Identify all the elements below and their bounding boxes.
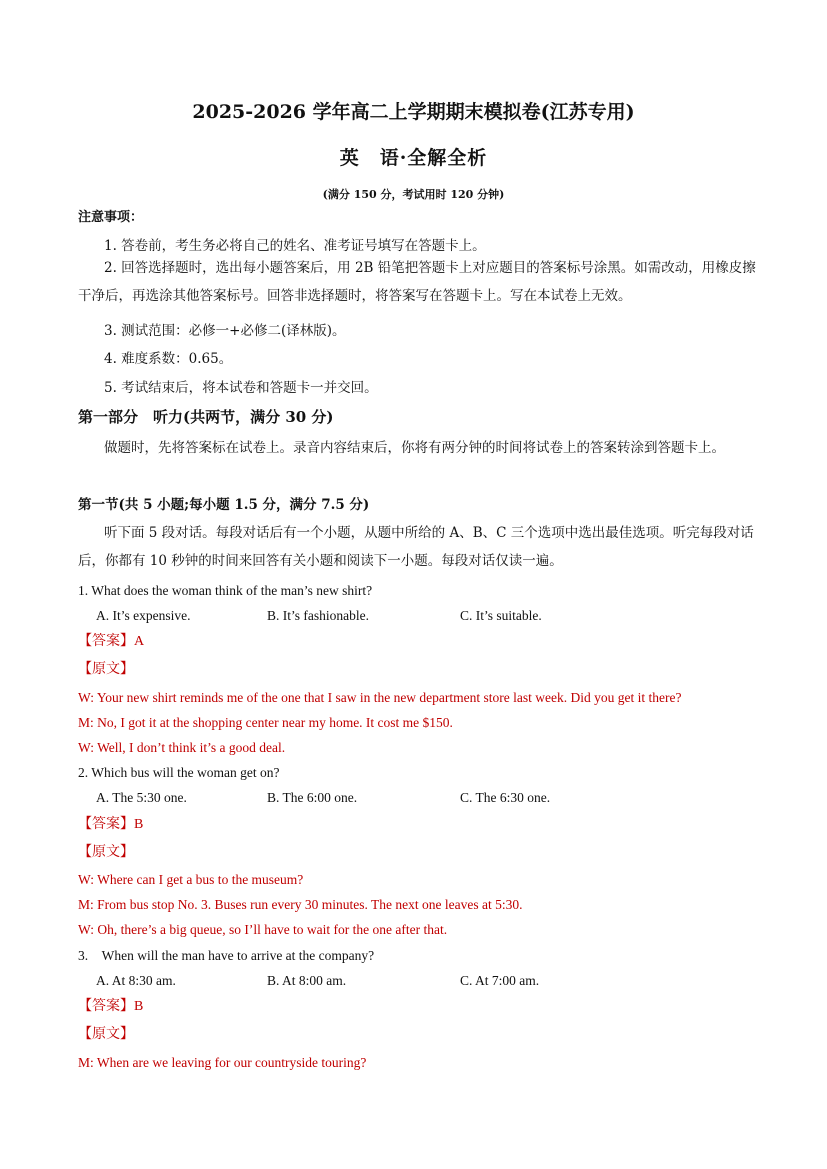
question-1-option-c: C. It’s suitable. [460, 608, 542, 623]
question-2-answer [78, 817, 143, 832]
question-3-script-label: 【原文】 [78, 1026, 134, 1042]
question-2-script-line-1: W: Where can I get a bus to the museum? [78, 872, 304, 887]
question-3-stem: 3. When will the man have to arrive at the company? [78, 948, 375, 963]
section1-instruction: 听下面 5 段对话。每段对话后有一个小题，从题中所给的 A、B、C 三个选项中选出最佳选项。听完每段对话后，你都有 10 秒钟的时间来回答有关小题和阅读下一小题。每段对话仅读一遍。 [78, 525, 754, 569]
section1-heading: 第一节(共 5 小题;每小题 1.5 分，满分 7.5 分) [78, 497, 370, 513]
question-1-option-b: B. It’s fashionable. [267, 608, 369, 623]
question-3-option-a: A. At 8:30 am. [96, 973, 176, 988]
notes-item-3: 3. 测试范围：必修一+必修二(译林版)。 [104, 323, 346, 339]
part1-heading: 第一部分 听力(共两节，满分 30 分) [78, 408, 334, 426]
exam-title: 2025-2026 学年高二上学期期末模拟卷(江苏专用) [192, 101, 635, 123]
answer-label: 【答案】 [78, 998, 134, 1014]
notes-item-4: 4. 难度系数：0.65。 [104, 351, 233, 367]
question-1-stem: 1. What does the woman think of the man’s new shirt? [78, 583, 373, 598]
question-1-script-line-1: W: Your new shirt reminds me of the one that I saw in the new department store last week. Did you get it there? [78, 690, 682, 705]
answer-label: 【答案】 [78, 816, 134, 832]
answer-value: A [134, 634, 145, 649]
question-2-script-line-2: M: From bus stop No. 3. Buses run every 30 minutes. The next one leaves at 5:30. [78, 897, 523, 912]
answer-value: B [134, 999, 144, 1014]
exam-subtitle: 英 语·全解全析 [339, 147, 488, 169]
question-2-option-b: B. The 6:00 one. [267, 790, 358, 805]
question-3-script-line-1: M: When are we leaving for our countryside touring? [78, 1055, 367, 1070]
question-1-option-a: A. It’s expensive. [96, 608, 191, 623]
question-2-stem: 2. Which bus will the woman get on? [78, 765, 280, 780]
notes-item-2: 2. 回答选择题时，选出每小题答案后，用 2B 铅笔把答题卡上对应题目的答案标号涂黑。如需改动，用橡皮擦干净后，再选涂其他答案标号。回答非选择题时，将答案写在答题卡上。写在本试卷上无效。 [78, 260, 756, 304]
question-3-answer [78, 999, 143, 1014]
answer-value: B [134, 817, 144, 832]
question-2-script-line-3: W: Oh, there’s a big queue, so I’ll have to wait for the one after that. [78, 922, 448, 937]
question-2-script-label: 【原文】 [78, 844, 134, 860]
notes-item-1: 1. 答卷前，考生务必将自己的姓名、准考证号填写在答题卡上。 [104, 238, 486, 254]
question-1-script-line-2: M: No, I got it at the shopping center near my home. It cost me $150. [78, 715, 453, 730]
answer-label: 【答案】 [78, 633, 134, 649]
question-1-answer [78, 634, 144, 649]
notes-item-5: 5. 考试结束后，将本试卷和答题卡一并交回。 [104, 380, 378, 396]
question-3-option-b: B. At 8:00 am. [267, 973, 347, 988]
notes-heading: 注意事项： [78, 210, 144, 225]
question-1-script-label: 【原文】 [78, 661, 134, 677]
score-note: (满分 150 分，考试用时 120 分钟) [322, 188, 505, 201]
question-2-option-a: A. The 5:30 one. [96, 790, 187, 805]
question-2-option-c: C. The 6:30 one. [460, 790, 551, 805]
question-3-option-c: C. At 7:00 am. [460, 973, 540, 988]
question-1-script-line-3: W: Well, I don’t think it’s a good deal. [78, 740, 286, 755]
part1-instruction: 做题时，先将答案标在试卷上。录音内容结束后，你将有两分钟的时间将试卷上的答案转涂到答题卡上。 [104, 440, 725, 456]
